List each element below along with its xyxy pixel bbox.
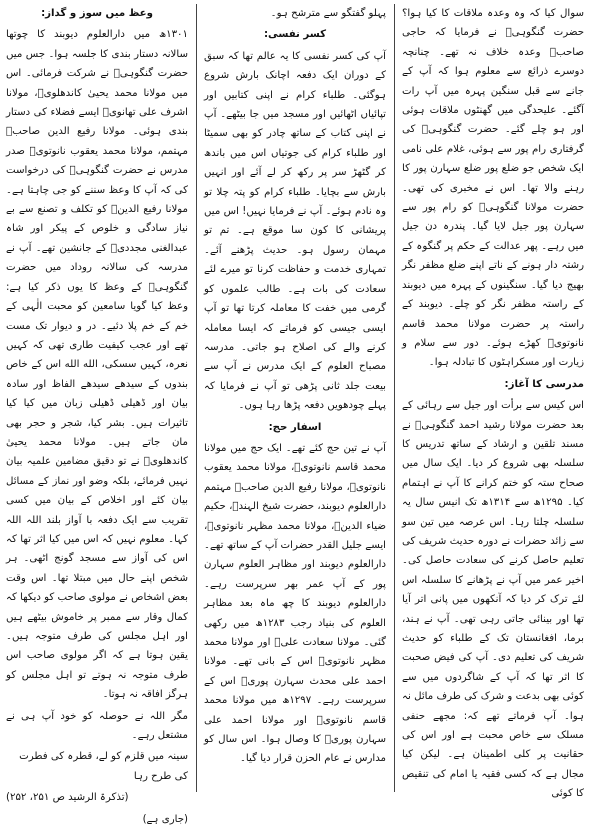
middle-column bbox=[204, 4, 386, 792]
section-heading-teaching: مدرسی کا آغاز: bbox=[504, 378, 584, 390]
poem-line: سینہ میں قلزم کو لے، قطرہ کی فطرت کی طرح رہا bbox=[19, 751, 188, 782]
continued-note: (جاری ہے) bbox=[142, 813, 188, 825]
middle-column-top-line: پہلو گفتگو سے مترشح ہو۔ bbox=[270, 8, 386, 19]
right-column bbox=[402, 4, 584, 800]
section-heading-hajj: اسفار حج: bbox=[268, 421, 322, 433]
right-column-paragraph: سوال کیا کہ وہ وعدہ ملاقات کا کیا ہوا؟ حضرت گنگوہیؒ نے فرمایا کہ حاجی صاحبؒ وعدہ خلاف نہ تھے۔ چنانچہ دوسرے ذرائع سے معلوم ہوا کہ آپ کے جانے سے قبل سنگین پہرہ میں آپ رات آگئے۔ علیحدگی میں گھنٹوں ملاقات ہوئی اور ہو چلے گئے۔ حضرت گنگوہیؒ کی گرفتاری رام پور سے ہوئی، غلام علی نامی ایک شخص جو ضلع پور ضلع سہارن پور کا رہنے والا تھا۔ اس نے مخبری کی تھی۔ حضرت مولانا گنگوہیؒ کو رام پور سے سہارن پور جیل لایا گیا۔ پندرہ دن جیل میں رہے۔ پھر عدالت کے حکم پر گنگوہ کے رشتہ دار ہونے کے ناتے اپنے ضلع مظفر نگر بھیج دیا گیا۔ سنگینوں کے پہرہ میں دیوبند کے راستہ مظفر نگر کو چلے۔ دیوبند کے راستہ پر حضرت مولانا محمد قاسم نانوتویؒ کھڑے ہوئے۔ دور سے سلام و زیارت اور مسکراہٹوں کا تبادلہ ہوا۔ bbox=[402, 8, 584, 369]
left-column-paragraph: مگر اللہ نے حوصلہ کو خود آپ ہی نے مشتعل رہے۔ bbox=[6, 710, 188, 742]
column-divider bbox=[394, 4, 395, 792]
left-column-paragraph: ۱۳۰۱ھ میں دارالعلوم دیوبند کا چوتھا سالانہ دستار بندی کا جلسہ ہوا۔ جس میں حضرت گنگوہیؒ نے شرکت فرمائی۔ اس میں مولانا محمد یحییٰ کاندھلویؒ، مولانا اشرف علی تھانویؒ ایسے فضلاء کی دستار بندی ہوئی۔ مولانا رفیع الدین صاحبؒ مہتمم، مولانا محمد یعقوب نانوتویؒ صدر مدرس نے حضرت گنگوہیؒ کی درخواست کی کہ آپ کا وعظ سننے کو جی چاہتا ہے۔ مولانا رفیع الدینؒ کو تکلف و تصنع سے بے نیاز سادگی و خلوص کے پیکر اور شاہ عبدالغنی مجددیؒ کے جانشین تھے۔ آپ نے مدرسہ کی سالانہ روداد میں حضرت گنگوہیؒ کے وعظ کا یوں ذکر کیا ہے: وعظ کیا گویا سامعین کو محبت الٰہی کے خم کے خم پلا دئیے۔ در و دیوار تک مست تھے اور عجب کیفیت طاری تھی کہ کہیں نعرہ، کہیں سسکی، الله الله اس کے خاص بندوں کے سیدھے سیدھے الفاظ اور سادہ بیان اور ڈھیلی ڈھیلی زبان میں کیا کیا تاثیرات ہیں۔ بشر کیا، شجر و حجر بھی مان جاتے ہیں۔ مولانا محمد یحییٰ کاندھلویؒ نے تو دقیق مضامین علمیہ بیان نہیں فرمائے، بلکہ وضو اور نماز کے مسائل بیان کئے اور اخلاص کے بیان میں کسی تقریب سے ایک دفعہ با آواز بلند اللہ اللہ کہا۔ معلوم نہیں کہ اس میں کیا اثر تھا کہ اس کی آواز سے مسجد گونج اٹھی۔ ہر شخص اپنے حال میں مبتلا تھا۔ اس وقت بعض اشخاص نے مولوی صاحب کو دیکھا کہ کمال وقار سے ممبر پر خاموش بیٹھے ہیں اور اہل مجلس کی طرف متوجہ ہیں۔ یقین ہوتا ہے کہ اگر مولوی صاحب اس طرف متوجہ نہ ہوتے تو اہل مجلس کو ہرگز افاقہ نہ ہوتا۔ bbox=[6, 29, 188, 701]
citation: (تذکرۃ الرشید ص ۲۵۱، ۲۵۲) bbox=[6, 792, 129, 804]
section-heading-humility: کسر نفسی: bbox=[263, 29, 327, 41]
middle-column-paragraph: آپ کی کسر نفسی کا یہ عالم تھا کہ سبق کے دوران ایک دفعہ اچانک بارش شروع ہوگئی۔ طلباء کرام نے اپنی کتابیں اور تپائیاں اٹھائیں اور مسجد میں جا بیٹھے۔ آپ نے اپنی کتاب کے ساتھ چادر کو بھی سمیٹا اور طلباء کرام کی جوتیاں اس میں باندھ کر گٹھڑ سر پر رکھ کر لے آئے اور انہیں بارش سے بچایا۔ طلباء کرام کو پتہ چلا تو وہ نادم ہوئے۔ آپ نے فرمایا نہیں! اس میں پریشانی کا کون سا موقع ہے۔ تم تو مہمان رسول ہو۔ حدیث پڑھنے آئے۔ تمہاری خدمت و حفاظت کرنا تو میرے لئے سعادت کی بات ہے۔ طالب علموں کو گرمی میں خفت کا معاملہ کرتا تھا تو آپ ایسی جیسی کو فرماتے کہ ایسا معاملہ کرنے والے کی اصلاح ہو جاتی۔ مدرسہ مصباح العلوم کے ایک مدرس نے آپ سے بیعت جلد ثانی پڑھی تو آپ نے فرمایا کہ پہلے چودھویں دفعہ پڑھا رہا ہوں۔ bbox=[204, 50, 386, 412]
middle-column-paragraph: آپ نے تین حج کئے تھے۔ ایک حج میں مولانا محمد قاسم نانوتویؒ، مولانا محمد یعقوب نانوتویؒ، مولانا رفیع الدین صاحبؒ مہتمم دارالعلوم دیوبند، حضرت شیخ الہندؒ، حکیم ضیاء الدینؒ، مولانا محمد مظہر نانوتویؒ، ایسے جلیل القدر حضرات آپ کے ساتھ تھے۔ دارالعلوم دیوبند اور مظاہر العلوم سہارن پور کے آپ عمر بھر سرپرست رہے۔ دارالعلوم دیوبند کا چھ ماہ بعد مظاہر العلوم کی بنیاد رجب ۱۲۸۳ھ میں رکھی گئی۔ مولانا سعادت علیؒ اور مولانا محمد مظہر نانوتویؒ اس کے بانی تھے۔ مولانا احمد علی محدث سہارن پوریؒ اس کے سرپرست رہے۔ ۱۲۹۷ھ میں مولانا محمد قاسم نانوتویؒ اور مولانا احمد علی سہارن پوریؒ کا وصال ہوا۔ اس سال کو مدارس نے عام الحزن قرار دیا گیا۔ bbox=[203, 442, 386, 765]
right-column-paragraph: اس کیس سے برأت اور جیل سے رہائی کے بعد حضرت مولانا رشید احمد گنگوہیؒ نے مسند تلقین و ارشاد کے ساتھ تدریس کا سلسلہ بھی شروع کر دیا۔ ایک سال میں صحاح ستہ کو ختم کرانے کا آپ نے اہتمام کیا۔ ۱۲۹۵ھ سے ۱۳۱۴ھ تک انیس سال یہ سلسلہ چلتا رہا۔ اس عرصہ میں تین سو سے زائد حضرات نے دورہ حدیث شریف کی تعلیم حاصل کرنے کی سعادت حاصل کی۔ اخیر عمر میں آپ نے پڑھانے کا سلسلہ اس لئے ترک کر دیا کہ آنکھوں میں پانی اتر آیا تھا اور بینائی جاتی رہی تھی۔ آپ نے ہند، برما، افغانستان تک کے طلباء کو حدیث شریف کی تعلیم دی۔ آپ کی فیض صحبت کا اثر تھا کہ آپ کے شاگردوں میں سے کوئی بھی بدعت و شرک کی طرف مائل نہ ہوا۔ آپ فرماتے تھے کہ: مجھے حنفی مسلک سے خاص محبت ہے اور اس کی حقانیت پر کلی اطمینان ہے۔ لیکن کیا مجال ہے کہ کسی فقیہ یا امام کی تنقیص کا کوئی bbox=[402, 400, 584, 800]
section-heading-sermon: وعظ میں سوز و گداز: bbox=[41, 8, 153, 19]
column-divider bbox=[196, 4, 197, 792]
left-column bbox=[6, 4, 188, 825]
page bbox=[6, 4, 584, 825]
